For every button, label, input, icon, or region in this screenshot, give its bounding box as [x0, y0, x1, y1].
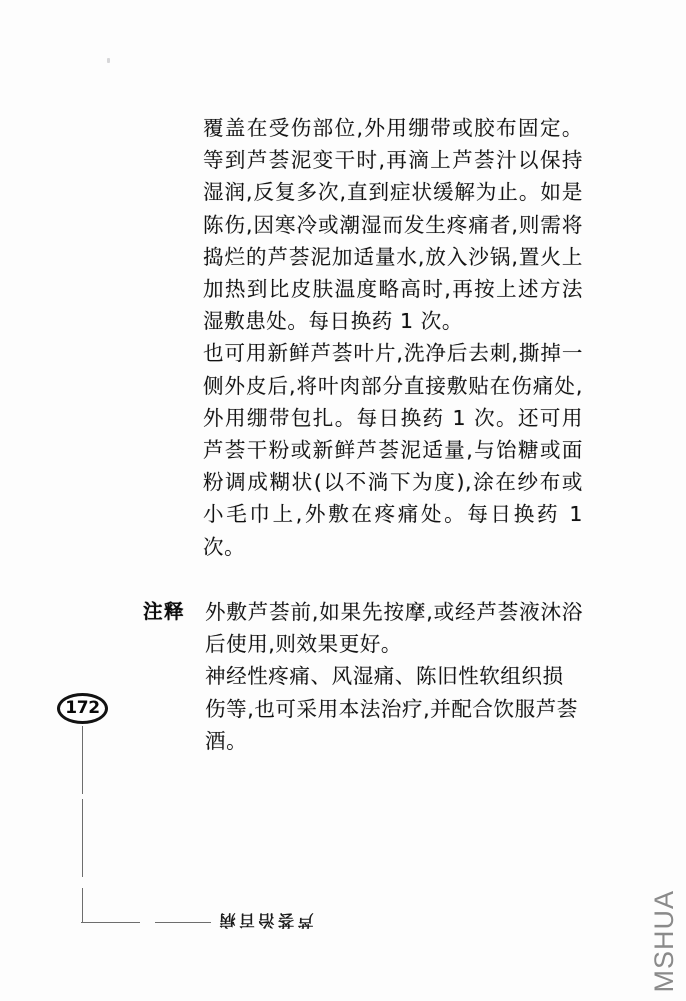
- page-number-badge: [57, 693, 108, 724]
- vertical-rule-segment-middle: [82, 799, 83, 877]
- footer-dash-rule: [155, 922, 211, 923]
- notes-body: [205, 596, 583, 757]
- notes-paragraph-2: 神经性疼痛、风湿痛、陈旧性软组织损伤等,也可采用本法治疗,并配合饮服芦荟酒。: [205, 664, 578, 753]
- body-text-column: [203, 112, 583, 563]
- notes-row: [143, 596, 583, 757]
- body-paragraph-2: 也可用新鲜芦荟叶片,洗净后去刺,撕掉一侧外皮后,将叶肉部分直接敷贴在伤痛处,外用绷带包扎。每日换药 1 次。还可用芦荟干粉或新鲜芦荟泥适量,与饴糖或面粉调成糊状(以不淌下为度),涂在纱布或小毛巾上,外敷在疼痛处。每日换药 1 次。: [203, 341, 583, 559]
- page-number-text: 172: [65, 698, 100, 718]
- footer-running-title: 芦荟治百病: [216, 911, 314, 930]
- edge-watermark: MSHUA: [649, 890, 679, 993]
- scan-artifact-speck: [107, 58, 110, 63]
- vertical-rule-segment-top: [82, 726, 83, 794]
- vertical-rule-segment-bottom: [82, 888, 83, 923]
- notes-label: 注释: [143, 600, 186, 623]
- notes-paragraph-1: 外敷芦荟前,如果先按摩,或经芦荟液沐浴后使用,则效果更好。: [205, 600, 583, 657]
- body-paragraph-1: 覆盖在受伤部位,外用绷带或胶布固定。等到芦荟泥变干时,再滴上芦荟汁以保持湿润,反复多次,直到症状缓解为止。如是陈伤,因寒冷或潮湿而发生疼痛者,则需将捣烂的芦荟泥加适量水,放入沙锅,置火上加热到比皮肤温度略高时,再按上述方法湿敷患处。每日换药 1 次。: [203, 116, 583, 334]
- footer-corner-rule: [81, 922, 140, 923]
- notes-section: [143, 596, 583, 757]
